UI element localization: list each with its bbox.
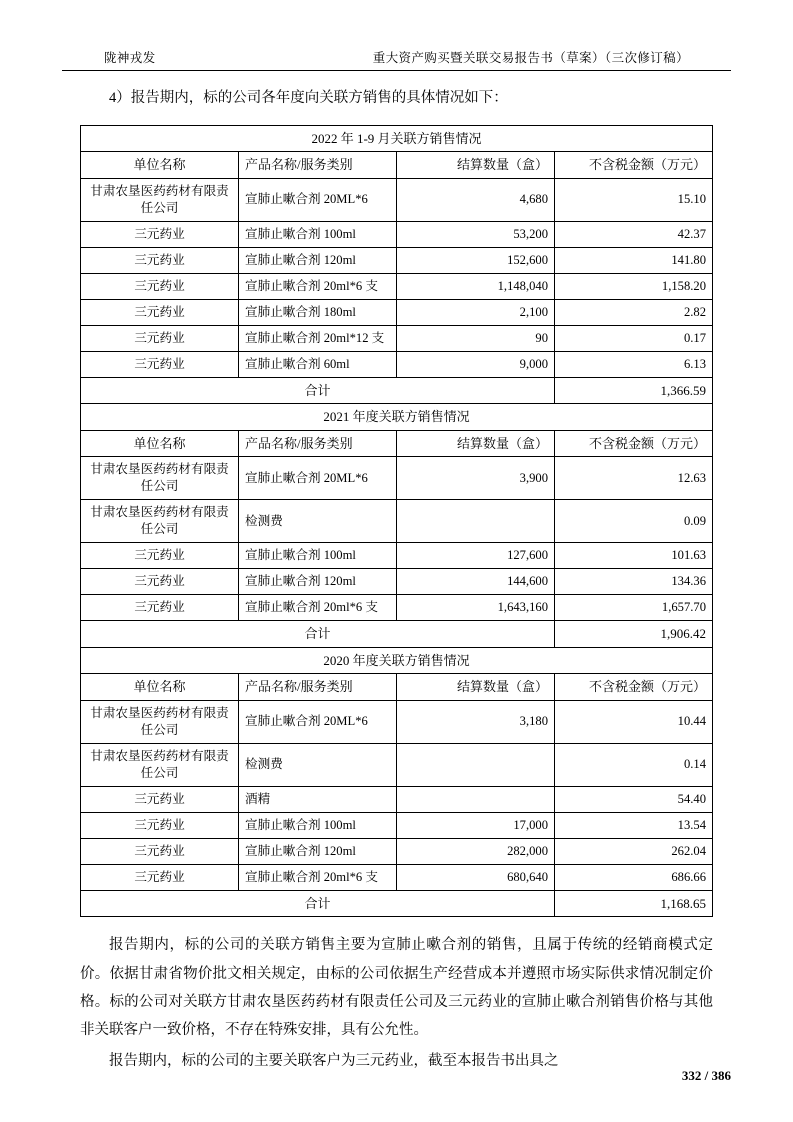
table-row bbox=[81, 595, 713, 621]
cell-product: 宣肺止嗽合剂 100ml bbox=[239, 543, 397, 569]
cell-quantity: 282,000 bbox=[397, 838, 555, 864]
cell-unit: 三元药业 bbox=[81, 299, 239, 325]
cell-amount: 2.82 bbox=[555, 299, 713, 325]
related-party-sales-table-2021 bbox=[80, 403, 713, 648]
cell-amount: 262.04 bbox=[555, 838, 713, 864]
cell-quantity: 127,600 bbox=[397, 543, 555, 569]
cell-amount: 13.54 bbox=[555, 812, 713, 838]
body-paragraph-2: 报告期内，标的公司的主要关联客户为三元药业，截至本报告书出具之 bbox=[109, 1052, 559, 1069]
cell-quantity: 680,640 bbox=[397, 864, 555, 890]
column-header-quantity: 结算数量（盒） bbox=[397, 152, 555, 179]
cell-unit: 甘肃农垦医药药材有限责任公司 bbox=[81, 700, 239, 743]
cell-unit: 三元药业 bbox=[81, 838, 239, 864]
cell-quantity: 2,100 bbox=[397, 299, 555, 325]
cell-amount: 686.66 bbox=[555, 864, 713, 890]
cell-product: 宣肺止嗽合剂 20ml*6 支 bbox=[239, 273, 397, 299]
table-row bbox=[81, 178, 713, 221]
table-row bbox=[81, 299, 713, 325]
related-party-sales-table-2020 bbox=[80, 647, 713, 918]
table-total-row bbox=[81, 377, 713, 404]
table-row bbox=[81, 569, 713, 595]
column-header-quantity: 结算数量（盒） bbox=[397, 674, 555, 701]
cell-unit: 三元药业 bbox=[81, 812, 239, 838]
cell-amount: 101.63 bbox=[555, 543, 713, 569]
table-row bbox=[81, 700, 713, 743]
table-row bbox=[81, 864, 713, 890]
table-row bbox=[81, 325, 713, 351]
table-row bbox=[81, 221, 713, 247]
cell-amount: 0.14 bbox=[555, 743, 713, 786]
cell-product: 宣肺止嗽合剂 100ml bbox=[239, 812, 397, 838]
cell-product: 宣肺止嗽合剂 20ML*6 bbox=[239, 700, 397, 743]
body-paragraph-1: 报告期内，标的公司的关联方销售主要为宣肺止嗽合剂的销售，且属于传统的经销商模式定价。依据甘肃省物价批文相关规定，由标的公司依据生产经营成本并遵照市场实际供求情况制定价格。标的公司对关联方甘肃农垦医药药材有限责任公司及三元药业的宣肺止嗽合剂销售价格与其他非关联客户一致价格，不存在特殊安排，具有公允性。 bbox=[80, 937, 713, 1039]
spacer bbox=[80, 917, 713, 931]
cell-quantity: 3,180 bbox=[397, 700, 555, 743]
column-header-unit: 单位名称 bbox=[81, 430, 239, 457]
cell-product: 检测费 bbox=[239, 500, 397, 543]
cell-product: 宣肺止嗽合剂 100ml bbox=[239, 221, 397, 247]
cell-amount: 1,657.70 bbox=[555, 595, 713, 621]
cell-quantity: 9,000 bbox=[397, 351, 555, 377]
cell-quantity: 3,900 bbox=[397, 457, 555, 500]
header-left-title: 陇神戎发 bbox=[104, 51, 156, 65]
table-row bbox=[81, 743, 713, 786]
table-title: 2021 年度关联方销售情况 bbox=[81, 404, 713, 431]
column-header-product: 产品名称/服务类别 bbox=[239, 674, 397, 701]
cell-amount: 12.63 bbox=[555, 457, 713, 500]
table-total-row bbox=[81, 621, 713, 648]
table-row bbox=[81, 812, 713, 838]
column-header-unit: 单位名称 bbox=[81, 152, 239, 179]
cell-amount: 54.40 bbox=[555, 786, 713, 812]
cell-quantity bbox=[397, 786, 555, 812]
cell-product: 宣肺止嗽合剂 120ml bbox=[239, 838, 397, 864]
cell-unit: 三元药业 bbox=[81, 786, 239, 812]
table-header-row bbox=[81, 430, 713, 457]
table-title-row bbox=[81, 647, 713, 674]
cell-unit: 三元药业 bbox=[81, 273, 239, 299]
table-title: 2022 年 1-9 月关联方销售情况 bbox=[81, 125, 713, 152]
cell-unit: 三元药业 bbox=[81, 351, 239, 377]
table-row bbox=[81, 273, 713, 299]
column-header-quantity: 结算数量（盒） bbox=[397, 430, 555, 457]
intro-paragraph: 4）报告期内，标的公司各年度向关联方销售的具体情况如下： bbox=[109, 90, 508, 106]
table-title: 2020 年度关联方销售情况 bbox=[81, 647, 713, 674]
total-label: 合计 bbox=[81, 890, 555, 917]
cell-unit: 三元药业 bbox=[81, 595, 239, 621]
cell-unit: 三元药业 bbox=[81, 543, 239, 569]
cell-amount: 0.17 bbox=[555, 325, 713, 351]
column-header-amount: 不含税金额（万元） bbox=[555, 152, 713, 179]
table-row bbox=[81, 247, 713, 273]
cell-quantity: 17,000 bbox=[397, 812, 555, 838]
total-label: 合计 bbox=[81, 621, 555, 648]
cell-quantity: 4,680 bbox=[397, 178, 555, 221]
page-number: 332 / 386 bbox=[681, 1068, 731, 1083]
total-amount: 1,366.59 bbox=[555, 377, 713, 404]
table-row bbox=[81, 500, 713, 543]
cell-amount: 42.37 bbox=[555, 221, 713, 247]
table-total-row bbox=[81, 890, 713, 917]
column-header-amount: 不含税金额（万元） bbox=[555, 430, 713, 457]
header-divider bbox=[62, 70, 731, 71]
cell-unit: 甘肃农垦医药药材有限责任公司 bbox=[81, 743, 239, 786]
cell-amount: 141.80 bbox=[555, 247, 713, 273]
total-amount: 1,168.65 bbox=[555, 890, 713, 917]
page-content bbox=[62, 85, 731, 1075]
cell-unit: 三元药业 bbox=[81, 325, 239, 351]
cell-unit: 三元药业 bbox=[81, 247, 239, 273]
related-party-sales-table-2022 bbox=[80, 125, 713, 405]
cell-product: 宣肺止嗽合剂 20ML*6 bbox=[239, 457, 397, 500]
cell-product: 宣肺止嗽合剂 20ml*12 支 bbox=[239, 325, 397, 351]
column-header-amount: 不含税金额（万元） bbox=[555, 674, 713, 701]
cell-quantity: 1,643,160 bbox=[397, 595, 555, 621]
table-row bbox=[81, 838, 713, 864]
column-header-product: 产品名称/服务类别 bbox=[239, 430, 397, 457]
table-row bbox=[81, 457, 713, 500]
header-right-title: 重大资产购买暨关联交易报告书（草案）（三次修订稿） bbox=[372, 51, 689, 65]
total-amount: 1,906.42 bbox=[555, 621, 713, 648]
cell-product: 宣肺止嗽合剂 20ml*6 支 bbox=[239, 595, 397, 621]
cell-amount: 0.09 bbox=[555, 500, 713, 543]
cell-quantity bbox=[397, 743, 555, 786]
cell-quantity: 144,600 bbox=[397, 569, 555, 595]
cell-product: 宣肺止嗽合剂 120ml bbox=[239, 569, 397, 595]
table-block-2020 bbox=[80, 647, 713, 918]
table-row bbox=[81, 786, 713, 812]
cell-quantity: 53,200 bbox=[397, 221, 555, 247]
table-header-row bbox=[81, 152, 713, 179]
column-header-unit: 单位名称 bbox=[81, 674, 239, 701]
cell-unit: 三元药业 bbox=[81, 221, 239, 247]
total-label: 合计 bbox=[81, 377, 555, 404]
cell-amount: 6.13 bbox=[555, 351, 713, 377]
table-row bbox=[81, 543, 713, 569]
cell-unit: 甘肃农垦医药药材有限责任公司 bbox=[81, 178, 239, 221]
cell-product: 宣肺止嗽合剂 60ml bbox=[239, 351, 397, 377]
cell-unit: 甘肃农垦医药药材有限责任公司 bbox=[81, 500, 239, 543]
table-row bbox=[81, 351, 713, 377]
cell-product: 宣肺止嗽合剂 120ml bbox=[239, 247, 397, 273]
table-title-row bbox=[81, 125, 713, 152]
cell-product: 检测费 bbox=[239, 743, 397, 786]
table-block-2021 bbox=[80, 403, 713, 648]
cell-quantity: 1,148,040 bbox=[397, 273, 555, 299]
cell-amount: 1,158.20 bbox=[555, 273, 713, 299]
cell-quantity bbox=[397, 500, 555, 543]
table-header-row bbox=[81, 674, 713, 701]
cell-amount: 15.10 bbox=[555, 178, 713, 221]
cell-product: 酒精 bbox=[239, 786, 397, 812]
table-title-row bbox=[81, 404, 713, 431]
page-header bbox=[62, 48, 731, 70]
cell-unit: 三元药业 bbox=[81, 864, 239, 890]
cell-product: 宣肺止嗽合剂 20ml*6 支 bbox=[239, 864, 397, 890]
cell-quantity: 90 bbox=[397, 325, 555, 351]
cell-product: 宣肺止嗽合剂 20ML*6 bbox=[239, 178, 397, 221]
cell-unit: 甘肃农垦医药药材有限责任公司 bbox=[81, 457, 239, 500]
cell-amount: 134.36 bbox=[555, 569, 713, 595]
column-header-product: 产品名称/服务类别 bbox=[239, 152, 397, 179]
table-block-2022 bbox=[80, 125, 713, 405]
cell-product: 宣肺止嗽合剂 180ml bbox=[239, 299, 397, 325]
cell-amount: 10.44 bbox=[555, 700, 713, 743]
cell-unit: 三元药业 bbox=[81, 569, 239, 595]
cell-quantity: 152,600 bbox=[397, 247, 555, 273]
